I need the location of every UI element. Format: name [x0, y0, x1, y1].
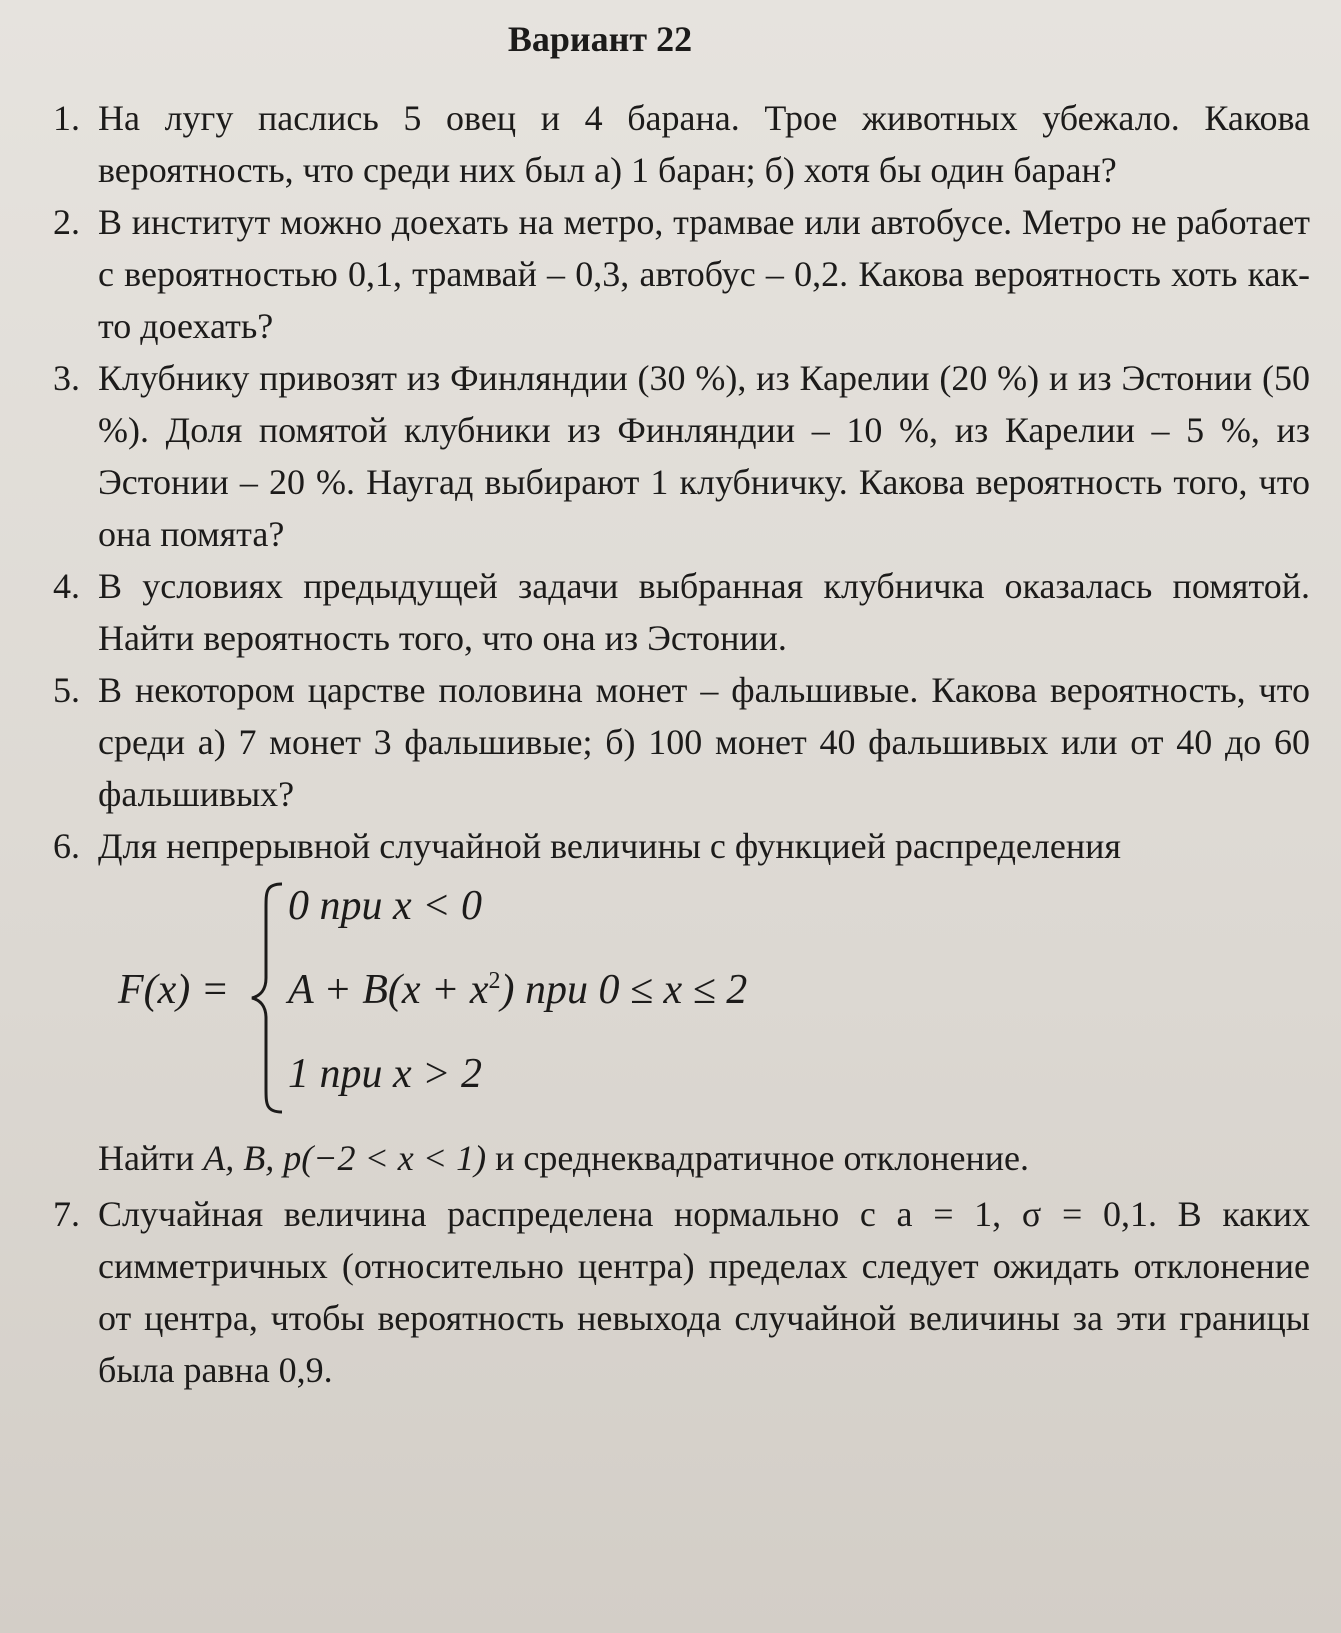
- variant-title: Вариант 22: [507, 19, 693, 59]
- problem-number: 5.: [53, 670, 80, 710]
- problem-number: 2.: [53, 202, 80, 242]
- problem-6-question: [98, 1128, 1310, 1188]
- formula-case-2-part-a: A + B(x + x: [288, 967, 489, 1013]
- distribution-function-formula: [98, 878, 1310, 1118]
- problem-5: [20, 664, 1310, 820]
- problem-number: 4.: [53, 566, 80, 606]
- problem-text: В условиях предыдущей задачи выбранная клубничка оказалась помятой. Найти вероятность того, что она из Эстонии.: [98, 566, 1310, 658]
- problem-3: [20, 352, 1310, 560]
- problem-4: [20, 560, 1310, 664]
- question-suffix: и среднеквадратичное отклонение.: [486, 1138, 1029, 1178]
- formula-case-3: 1 при x > 2: [288, 1051, 482, 1097]
- problem-text: Для непрерывной случайной величины с функцией распределения: [98, 826, 1121, 866]
- problem-text: В некотором царстве половина монет – фальшивые. Какова вероятность, что среди а) 7 монет 3 фальшивые; б) 100 монет 40 фальшивых или от 40 до 60 фальшивых?: [98, 670, 1310, 814]
- question-variables: A, B, p(−2 < x < 1): [203, 1138, 487, 1178]
- formula-exponent: 2: [488, 968, 501, 994]
- formula-case-1: 0 при x < 0: [288, 883, 482, 929]
- problem-number: 6.: [53, 826, 80, 866]
- problem-1: [20, 92, 1310, 196]
- problem-number: 1.: [53, 98, 80, 138]
- question-prefix: Найти: [98, 1138, 204, 1178]
- problem-number: 3.: [53, 358, 80, 398]
- problem-text: Случайная величина распределена нормально с a = 1, σ = 0,1. В каких симметричных (относительно центра) пределах следует ожидать отклонение от центра, чтобы вероятность невыхода случайной величины за эти границы была равна 0,9.: [98, 1194, 1310, 1390]
- problem-2: [20, 196, 1310, 352]
- problem-text: На лугу паслись 5 овец и 4 барана. Трое животных убежало. Какова вероятность, что среди них был а) 1 баран; б) хотя бы один баран?: [98, 98, 1310, 190]
- problem-text: В институт можно доехать на метро, трамвае или автобусе. Метро не работает с вероятностью 0,1, трамвай – 0,3, автобус – 0,2. Какова вероятность хоть как-то доехать?: [98, 202, 1310, 346]
- formula-case-2: [288, 966, 747, 1014]
- curly-brace-icon: [248, 878, 288, 1118]
- problem-text: Клубнику привозят из Финляндии (30 %), из Карелии (20 %) и из Эстонии (50 %). Доля помятой клубники из Финляндии – 10 %, из Карелии – 5 %, из Эстонии – 20 %. Наугад выбирают 1 клубничку. Какова вероятность того, что она помята?: [98, 358, 1310, 554]
- problem-6: [20, 820, 1310, 1188]
- formula-case-2-part-b: ) при 0 ≤ x ≤ 2: [500, 967, 748, 1013]
- formula-lhs: F(x) =: [118, 967, 230, 1013]
- problem-number: 7.: [53, 1194, 80, 1234]
- problem-list: [20, 92, 1310, 1396]
- problem-7: [20, 1188, 1310, 1396]
